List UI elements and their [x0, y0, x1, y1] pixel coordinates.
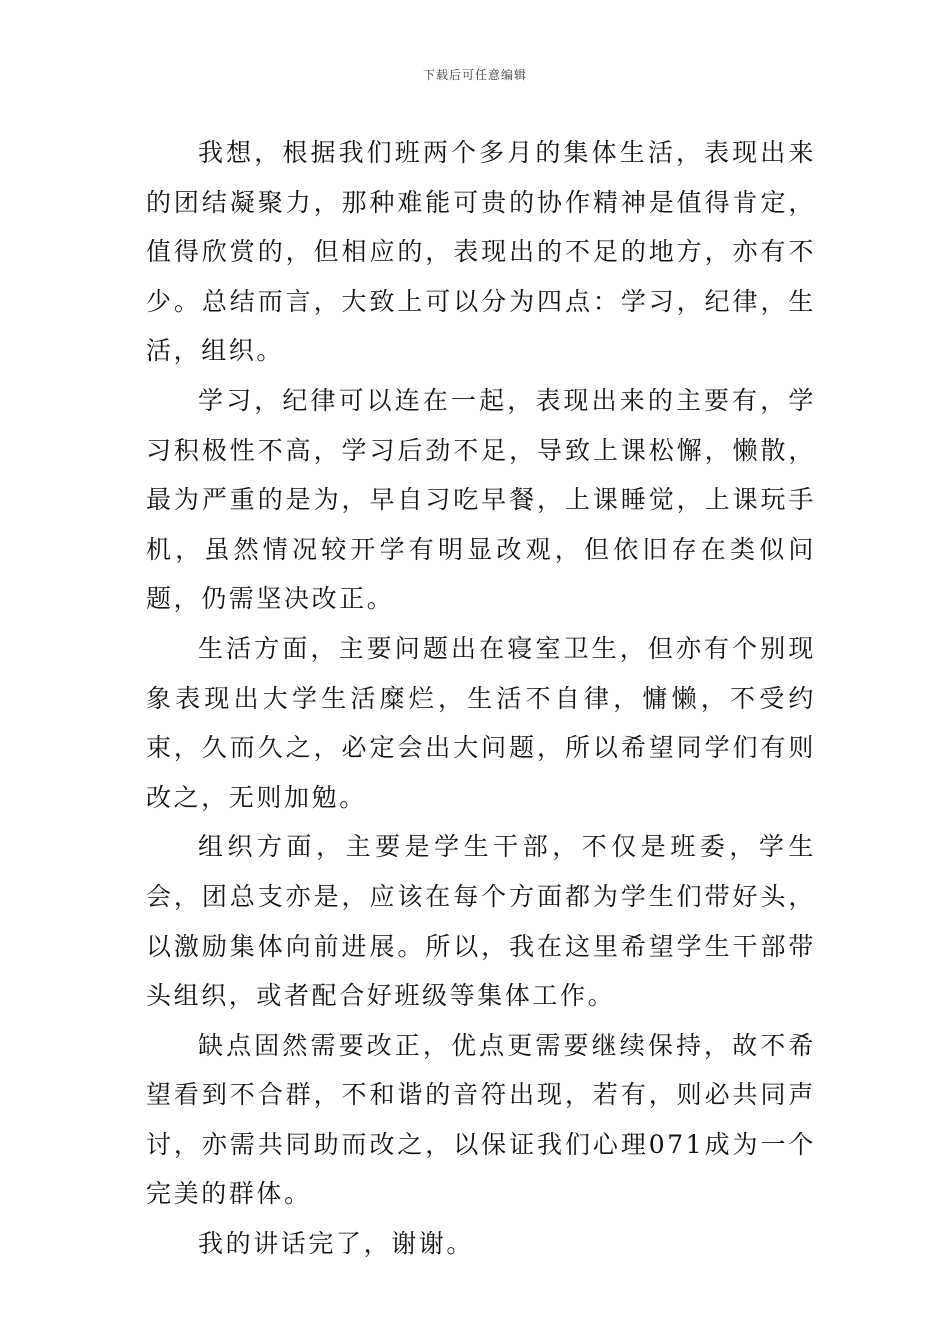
paragraph-closing: 我的讲话完了，谢谢。 — [198, 1229, 475, 1259]
page-header-note: 下载后可任意编辑 — [422, 68, 527, 82]
paragraph-study-discipline: 学习，纪律可以连在一起，表现出来的主要有，学习积极性不高，学习后劲不足，导致上课松懈，懒散，最为严重的是为，早自习吃早餐，上课睡觉，上课玩手机，虽然情况较开学有明显改观，但依旧存在类似问题，仍需坚决改正。 — [146, 385, 816, 614]
paragraph-conclusion: 缺点固然需要改正，优点更需要继续保持，故不希望看到不合群，不和谐的音符出现，若有，则必共同声讨，亦需共同助而改之，以保证我们心理071成为一个完美的群体。 — [146, 1030, 816, 1209]
document-body — [146, 128, 816, 1269]
paragraph-life: 生活方面，主要问题出在寝室卫生，但亦有个别现象表现出大学生活糜烂，生活不自律，慵懒，不受约束，久而久之，必定会出大问题，所以希望同学们有则改之，无则加勉。 — [146, 633, 816, 812]
paragraph-organization: 组织方面，主要是学生干部，不仅是班委，学生会，团总支亦是，应该在每个方面都为学生们带好头，以激励集体向前进展。所以，我在这里希望学生干部带头组织，或者配合好班级等集体工作。 — [146, 832, 816, 1011]
paragraph-summary: 我想，根据我们班两个多月的集体生活，表现出来的团结凝聚力，那种难能可贵的协作精神是值得肯定，值得欣赏的，但相应的，表现出的不足的地方，亦有不少。总结而言，大致上可以分为四点：学习，纪律，生活，组织。 — [146, 138, 816, 366]
